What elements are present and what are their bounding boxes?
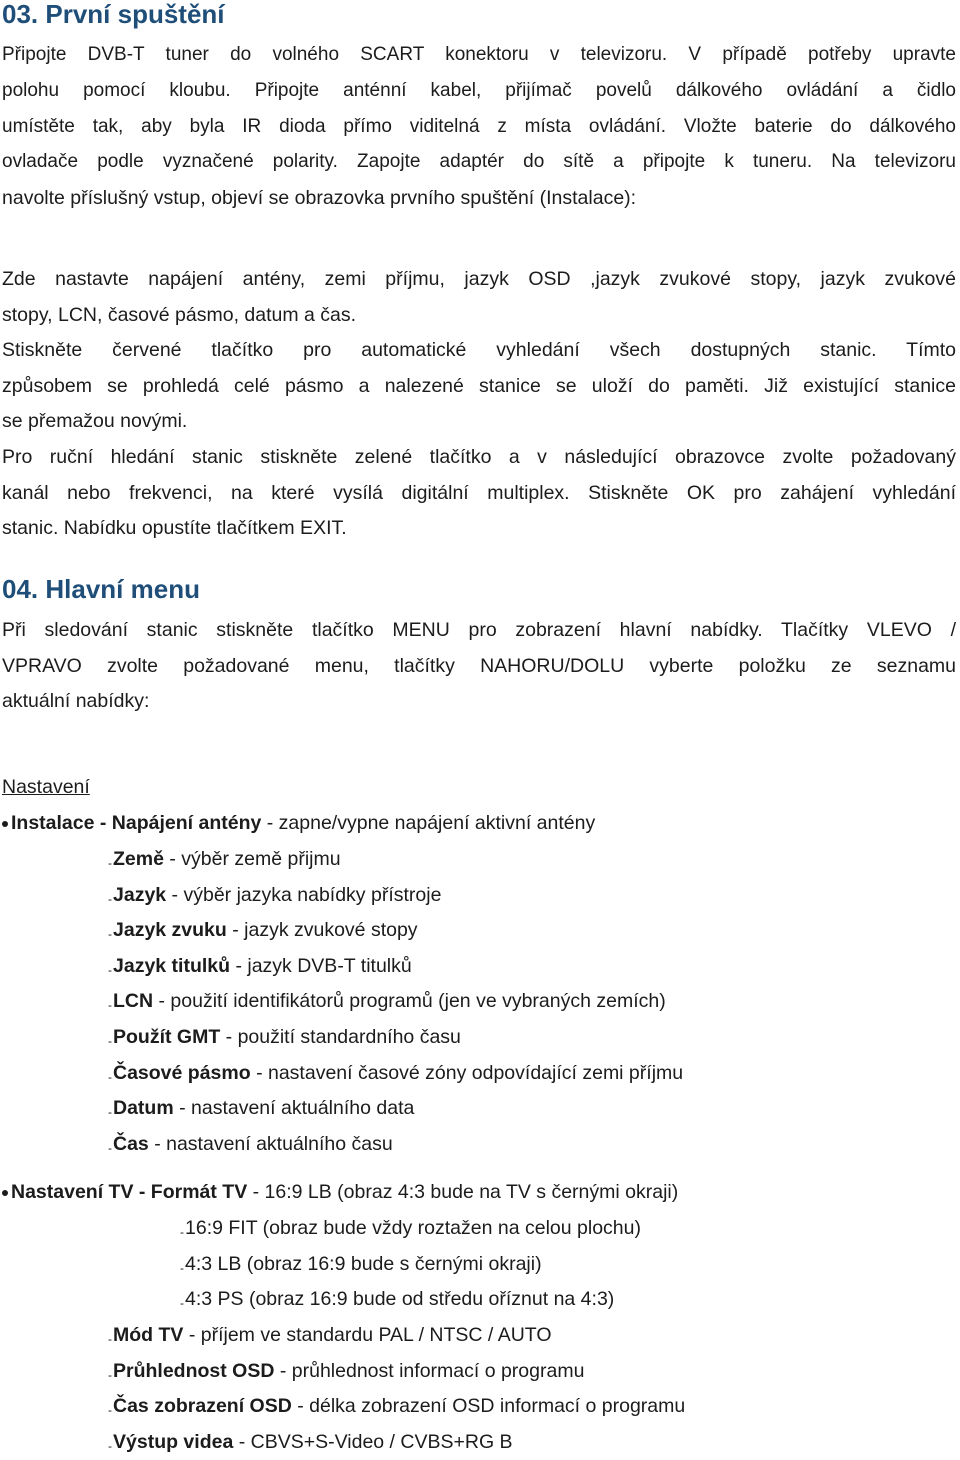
submenu-item: -Mód TV - příjem ve standardu PAL / NTSC / AUTO: [108, 1324, 552, 1346]
dash-icon: -: [108, 1070, 112, 1084]
paragraph-line: VPRAVO zvolte požadované menu, tlačítky NAHORU/DOLU vyberte položku ze seznamu: [2, 655, 956, 677]
submenu-item: -Datum - nastavení aktuálního data: [108, 1097, 415, 1119]
paragraph-line: polohu pomocí kloubu. Připojte anténní kabel, přijímač povelů dálkového ovládání a čidlo: [2, 80, 956, 101]
bullet-icon: [2, 1190, 8, 1196]
menu-item-instalace: Instalace - Napájení antény - zapne/vypne napájení aktivní antény: [2, 812, 595, 835]
dash-icon: -: [108, 963, 112, 977]
format-option: -4:3 LB (obraz 16:9 bude s černými okraji): [180, 1253, 542, 1275]
dash-icon: -: [180, 1225, 184, 1239]
dash-icon: -: [108, 892, 112, 906]
submenu-item: -Čas - nastavení aktuálního času: [108, 1133, 393, 1155]
section-title-03: 03. První spuštění: [2, 0, 225, 29]
submenu-item: -Jazyk titulků - jazyk DVB-T titulků: [108, 955, 412, 977]
submenu-item: -Země - výběr země přijmu: [108, 848, 341, 870]
paragraph-line: stanic. Nabídku opustíte tlačítkem EXIT.: [2, 517, 347, 539]
dash-icon: -: [108, 1034, 112, 1048]
submenu-item: -Použít GMT - použití standardního času: [108, 1026, 461, 1048]
paragraph-line: kanál nebo frekvenci, na které vysílá digitální multiplex. Stiskněte OK pro zahájení vyhledání: [2, 482, 956, 504]
paragraph-line: způsobem se prohledá celé pásmo a nalezené stanice se uloží do paměti. Již existující stanice: [2, 375, 956, 397]
paragraph-line: ovladače podle vyznačené polarity. Zapojte adaptér do sítě a připojte k tuneru. Na televizoru: [2, 151, 956, 172]
dash-icon: -: [108, 1105, 112, 1119]
format-option: -16:9 FIT (obraz bude vždy roztažen na celou plochu): [180, 1217, 641, 1239]
paragraph-line: Při sledování stanic stiskněte tlačítko MENU pro zobrazení hlavní nabídky. Tlačítky VLEVO /: [2, 619, 956, 641]
dash-icon: -: [180, 1296, 184, 1310]
dash-icon: -: [108, 1368, 112, 1382]
format-option: -4:3 PS (obraz 16:9 bude od středu oříznut na 4:3): [180, 1288, 615, 1310]
paragraph-line: Připojte DVB-T tuner do volného SCART konektoru v televizoru. V případě potřeby upravte: [2, 44, 956, 65]
dash-icon: -: [108, 1141, 112, 1155]
paragraph-line: umístěte tak, aby byla IR dioda přímo viditelná z místa ovládání. Vložte baterie do dálkového: [2, 116, 956, 137]
dash-icon: -: [180, 1261, 184, 1275]
dash-icon: -: [108, 1332, 112, 1346]
paragraph-line: se přemažou novými.: [2, 410, 188, 432]
bullet-icon: [2, 821, 8, 827]
paragraph-line: Zde nastavte napájení antény, zemi příjmu, jazyk OSD ,jazyk zvukové stopy, jazyk zvukové: [2, 268, 956, 290]
paragraph-line: navolte příslušný vstup, objeví se obrazovka prvního spuštění (Instalace):: [2, 187, 637, 209]
submenu-item: -LCN - použití identifikátorů programů (jen ve vybraných zemích): [108, 990, 666, 1012]
submenu-item: -Výstup videa - CBVS+S-Video / CVBS+RG B: [108, 1431, 513, 1453]
dash-icon: -: [108, 1403, 112, 1417]
section-title-04: 04. Hlavní menu: [2, 574, 200, 604]
submenu-item: -Jazyk - výběr jazyka nabídky přístroje: [108, 884, 442, 906]
dash-icon: -: [108, 1439, 112, 1453]
paragraph-line: aktuální nabídky:: [2, 690, 150, 712]
paragraph-line: stopy, LCN, časové pásmo, datum a čas.: [2, 304, 357, 326]
submenu-item: -Průhlednost OSD - průhlednost informací o programu: [108, 1360, 585, 1382]
dash-icon: -: [108, 998, 112, 1012]
paragraph-line: Pro ruční hledání stanic stiskněte zelené tlačítko a v následující obrazovce zvolte požadovaný: [2, 446, 956, 468]
dash-icon: -: [108, 927, 112, 941]
paragraph-line: Stiskněte červené tlačítko pro automatické vyhledání všech dostupných stanic. Tímto: [2, 339, 956, 361]
submenu-item: -Časové pásmo - nastavení časové zóny odpovídající zemi příjmu: [108, 1062, 684, 1084]
submenu-item: -Čas zobrazení OSD - délka zobrazení OSD informací o programu: [108, 1395, 686, 1417]
submenu-item: -Jazyk zvuku - jazyk zvukové stopy: [108, 919, 418, 941]
settings-section-heading: Nastavení: [2, 776, 90, 798]
menu-item-nastaveni-tv: Nastavení TV - Formát TV - 16:9 LB (obraz 4:3 bude na TV s černými okraji): [2, 1181, 678, 1204]
dash-icon: -: [108, 856, 112, 870]
